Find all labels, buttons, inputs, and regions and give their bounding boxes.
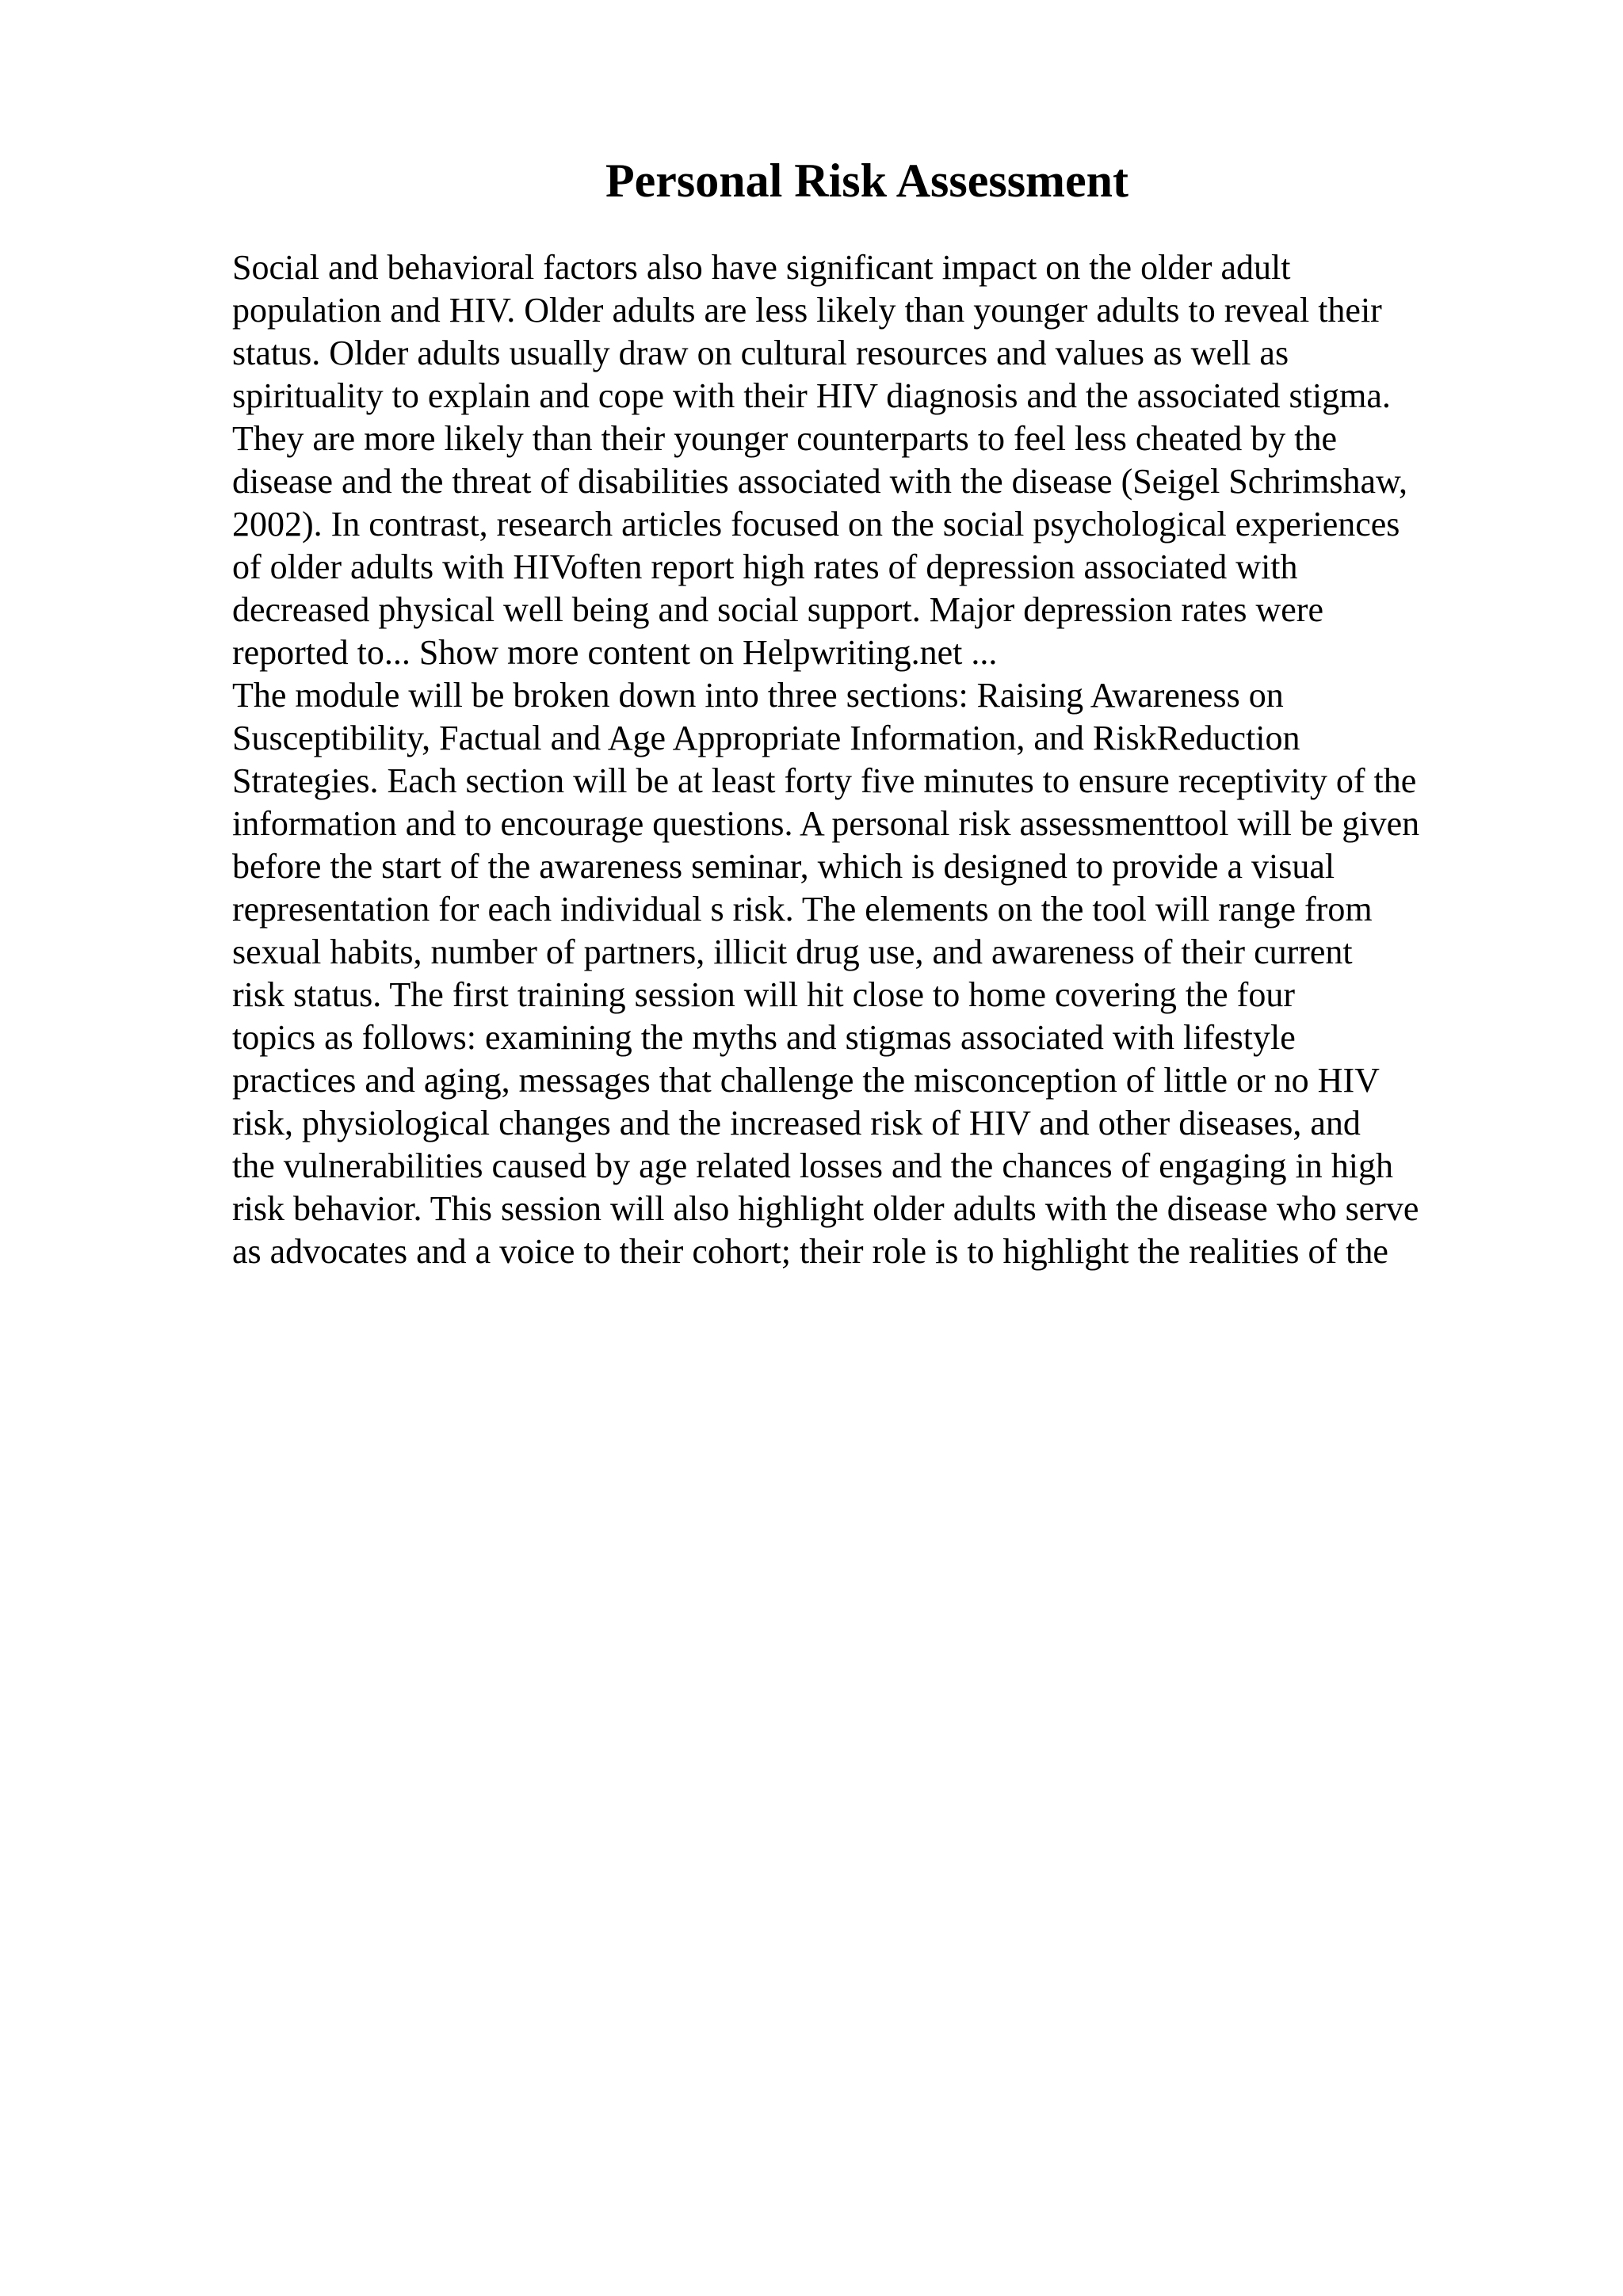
body-text <box>232 246 1579 1273</box>
page-title: Personal Risk Assessment <box>605 154 1129 207</box>
text-line: information and to encourage questions. A personal risk assessmenttool will be given <box>232 804 1420 843</box>
text-line: risk status. The first training session will hit close to home covering the four <box>232 975 1295 1014</box>
text-line: population and HIV. Older adults are less likely than younger adults to reveal their <box>232 291 1382 330</box>
text-line: status. Older adults usually draw on cultural resources and values as well as <box>232 334 1289 372</box>
text-line: Strategies. Each section will be at least forty five minutes to ensure receptivity of the <box>232 761 1417 800</box>
text-line: representation for each individual s risk. The elements on the tool will range from <box>232 890 1373 929</box>
text-line: sexual habits, number of partners, illicit drug use, and awareness of their current <box>232 933 1353 971</box>
text-line: Social and behavioral factors also have significant impact on the older adult <box>232 248 1291 287</box>
text-line: They are more likely than their younger counterparts to feel less cheated by the <box>232 419 1338 458</box>
text-line: before the start of the awareness seminar, which is designed to provide a visual <box>232 847 1335 886</box>
text-line: as advocates and a voice to their cohort; their role is to highlight the realities of the <box>232 1232 1388 1271</box>
text-line: the vulnerabilities caused by age related losses and the chances of engaging in high <box>232 1146 1393 1185</box>
text-line: risk behavior. This session will also highlight older adults with the disease who serve <box>232 1189 1419 1228</box>
text-line: Susceptibility, Factual and Age Appropriate Information, and RiskReduction <box>232 719 1300 757</box>
text-line: decreased physical well being and social support. Major depression rates were <box>232 590 1323 629</box>
text-line: topics as follows: examining the myths and stigmas associated with lifestyle <box>232 1018 1296 1057</box>
text-line: 2002). In contrast, research articles focused on the social psychological experiences <box>232 505 1400 543</box>
text-line: disease and the threat of disabilities associated with the disease (Seigel Schrimshaw, <box>232 462 1407 501</box>
text-line: practices and aging, messages that challenge the misconception of little or no HIV <box>232 1061 1380 1100</box>
text-line: of older adults with HIVoften report high rates of depression associated with <box>232 547 1298 586</box>
text-line: risk, physiological changes and the increased risk of HIV and other diseases, and <box>232 1104 1361 1142</box>
text-line: spirituality to explain and cope with their HIV diagnosis and the associated stigma. <box>232 376 1391 415</box>
text-line: reported to... Show more content on Helpwriting.net ... <box>232 633 998 672</box>
text-line: The module will be broken down into three sections: Raising Awareness on <box>232 676 1284 715</box>
